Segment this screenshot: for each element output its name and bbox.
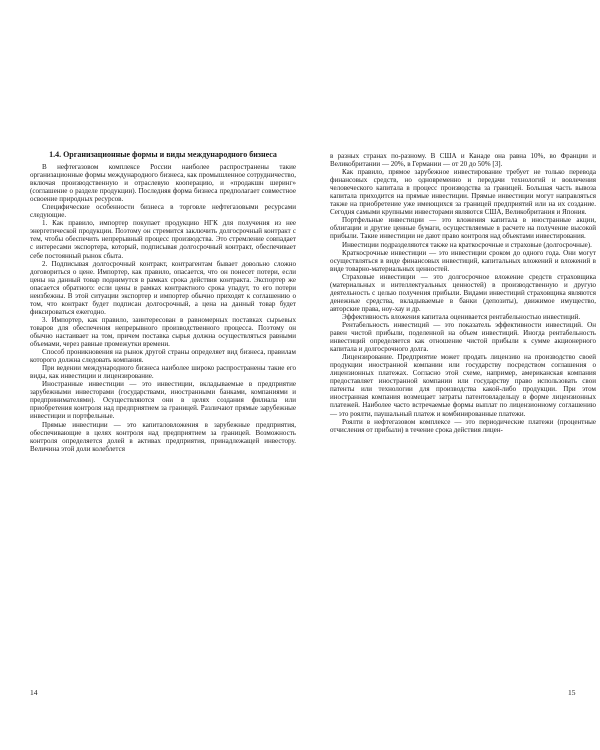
paragraph: В нефтегазовом комплексе России наиболее распространены такие организационные формы международного бизнеса, как промышленное сотрудничество, включая производственную и отраслевую кооперацию, и «продакшн шеринг» (соглашение о разделе продукции). Последняя форма бизнеса предполагает совместное освоение природных ресурсов. [30,163,296,204]
paragraph: Как правило, прямое зарубежное инвестирование требует не только перевода финансовых средств, но одновременно и передачи технологий и вовлечения человеческого капитала в процесс производства за границей. Большая часть вывоза капитала приходится на прямые инвестиции. Прямые инвестиции могут направляться также на приобретение уже имеющихся за границей предприятий или на их создание. Сегодня самыми крупными инвесторами являются США, Великобритания и Япония. [330,168,596,217]
left-page-number: 14 [30,688,38,697]
left-page-text [30,150,296,453]
paragraph: Рентабельность инвестиций — это показатель эффективности инвестиций. Он равен чистой прибыли, поделенной на объем инвестиций. Иногда рентабельность инвестиций определяется как отношение чистой прибыли к сумме акционерного капитала и долгосрочного долга. [330,320,596,354]
paragraph: При ведении международного бизнеса наиболее широко распространены такие его виды, как инвестиции и лицензирование. [30,364,296,381]
paragraph: Роялти в нефтегазовом комплексе — это периодические платежи (процентные отчисления от прибыли) в течение срока действия лицен- [330,417,596,434]
right-page-text [330,152,596,434]
paragraph: Лицензирование. Предприятие может продать лицензию на производство своей продукции иностранной компании или государству посредством соглашения о лицензионных платежах. Согласно этой схеме, например, американская компания предоставляет иностранной компании или государству право использовать свои патенты или технологии для производства какой-либо продукции. При этом иностранная компания возмещает затраты патентовладельцу в форме лицензионных платежей. Наиболее часто встречаемые формы выплат по лицензионному соглашению — это роялти, паушальный платеж и комбинированные платежи. [330,353,596,418]
section-heading: 1.4. Организационные формы и виды международного бизнеса [49,150,277,159]
paragraph: Страховые инвестиции — это долгосрочное вложение средств страховщика (материальных и интеллектуальных ценностей) в производственную и другую деятельность с целью получения прибыли. Видами инвестиций страховщика являются денежные средства, вкладываемые в банки (депозиты), движимое имущество, авторские права, ноу-хау и др. [330,272,596,313]
paragraph: Прямые инвестиции — это капиталовложения в зарубежные предприятия, обеспечивающие в целях контроля над предприятием за границей. Возможность контроля определяется долей в активах предприятия, принадлежащей инвестору. Величина этой доли колеблется [30,420,296,453]
paragraph: Специфические особенности бизнеса в торговле нефтегазовыми ресурсами следующие. [30,203,296,220]
paragraph: 1. Как правило, импортер покупает продукцию НГК для получения из нее энергетической продукции. Поэтому он стремится заключить долгосрочный контракт с тем, чтобы обеспечить непрерывный процесс производства. Это стремление совпадает с интересами экспортера, который, подписывая долгосрочный контракт, обеспечивает себе постоянный рынок сбыта. [30,219,296,260]
paragraph: Краткосрочные инвестиции — это инвестиции сроком до одного года. Они могут осуществляться в виде финансовых инвестиций, капитальных вложений и вложений в виде товарно-материальных ценностей. [330,248,596,273]
paragraph: 2. Подписывая долгосрочный контракт, контрагентам бывает довольно сложно договориться о цене. Импортер, как правило, опасается, что он понесет потери, если цены на данный товар поднимутся в рамках срока действия контракта. Экспортер же опасается обратного: если цены в рамках контрактного срока упадут, то его потери неизбежны. В этой ситуации экспортер и импортер обычно приходят к соглашению о том, что контракт будет подписан долгосрочный, а цена на данный товар будет фиксироваться ежегодно. [30,259,296,316]
paragraph: в разных странах по-разному. В США и Канаде она равна 10%, во Франции и Великобритании — 20%, в Германии — от 20 до 50% [3]. [330,152,596,169]
paragraph: Способ проникновения на рынок другой страны определяет вид бизнеса, правилам которого должна следовать компания. [30,348,296,365]
paragraph: Эффективность вложения капитала оценивается рентабельностью инвестиций. [342,312,581,321]
right-page-number: 15 [568,688,576,697]
paragraph: 3. Импортер, как правило, заинтересован в равномерных поставках сырьевых товаров для обеспечения непрерывного производственного процесса. Поэтому он обычно настаивает на том, причем поставка сырья должна осуществляться равными объемами, через равные промежутки времени. [30,315,296,349]
paragraph: Портфельные инвестиции — это вложения капитала в иностранные акции, облигации и другие ценные бумаги, осуществляемые в расчете на получение высокой прибыли. Такие инвестиции не дают право контроля над объектами инвестирования. [330,216,596,241]
paragraph: Инвестиции подразделяются также на краткосрочные и страховые (долгосрочные). [342,240,592,249]
paragraph: Иностранные инвестиции — это инвестиции, вкладываемые в предприятие зарубежными инвесторами (государствами, иностранными банками, компаниями и предпринимателями). Осуществляются они в целях создания филиала или приобретения контроля над предприятием за границей. Различают прямые зарубежные инвестиции и портфельные. [30,380,296,421]
